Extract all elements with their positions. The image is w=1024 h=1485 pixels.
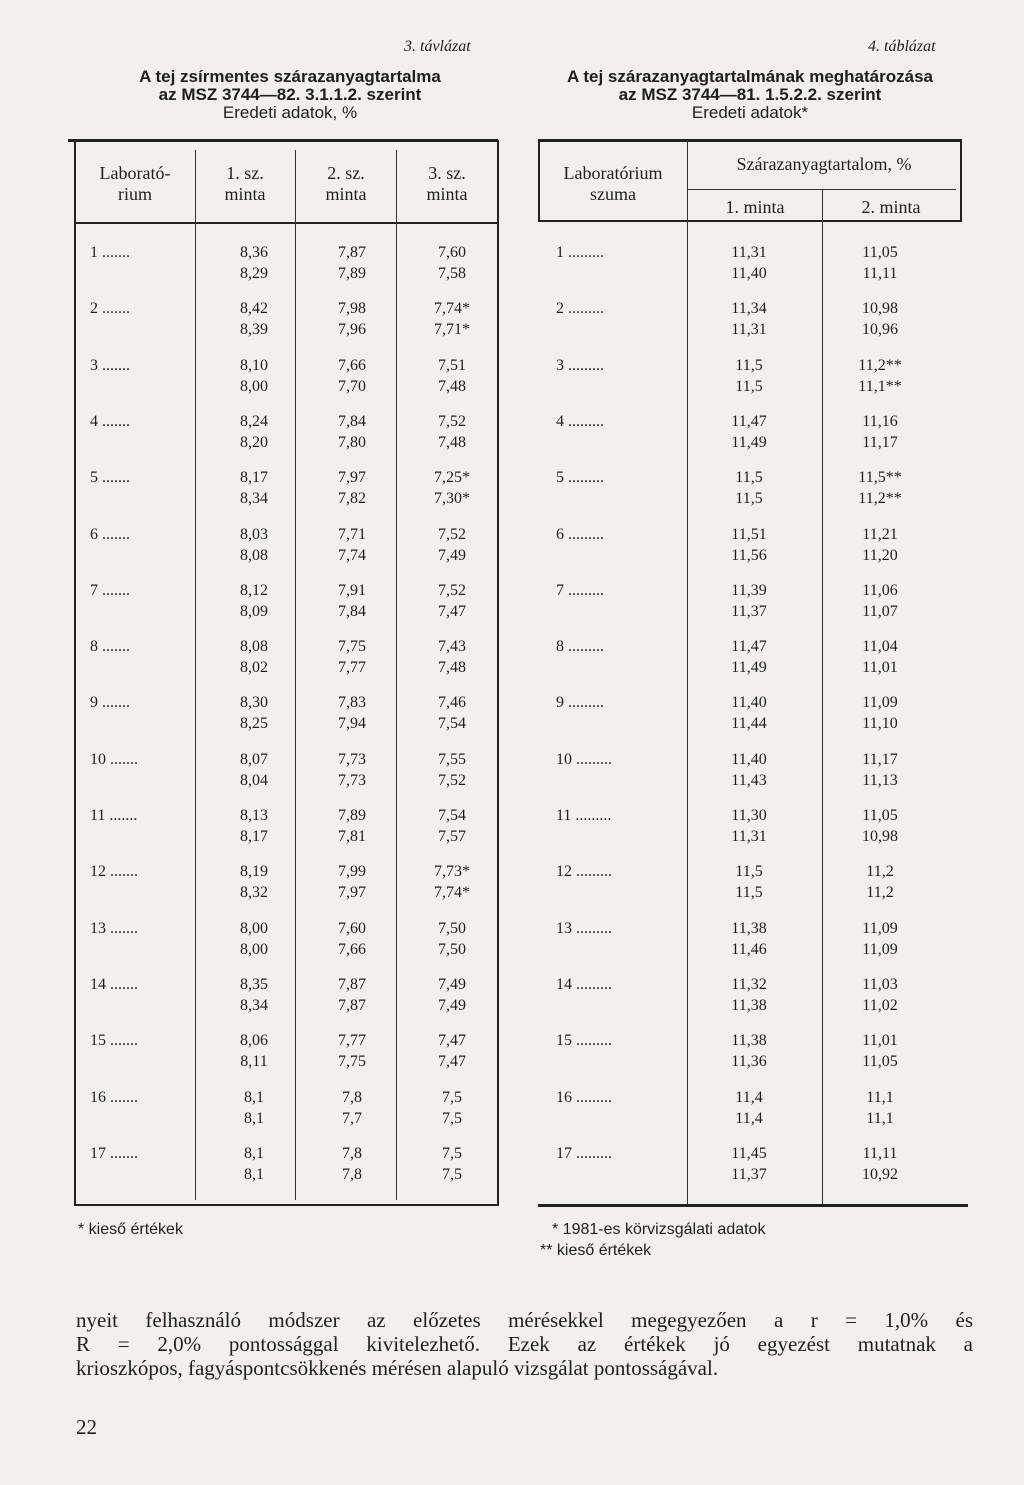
table4-m1-cell <box>708 356 790 398</box>
table4-lab-cell: 17 ......... <box>556 1144 612 1162</box>
paragraph-line-2: R = 2,0% pontossággal kivitelezhető. Ezek az értékek jó egyezést mutatnak a <box>76 1332 973 1356</box>
table4-m1-cell <box>708 581 790 623</box>
table3-s3-cell-b: 7,58 <box>438 265 466 282</box>
table3-lab-cell: 15 ....... <box>90 1032 138 1050</box>
table3-s1-cell-b: 8,17 <box>240 828 268 845</box>
table4-m1-cell <box>708 806 790 848</box>
table4-m2-cell-a: 11,06 <box>862 581 898 599</box>
table4-m1-cell-b: 11,31 <box>731 321 767 339</box>
table3-s2-cell-b: 7,70 <box>338 377 366 395</box>
table4-m2-cell-a: 11,5** <box>858 469 902 487</box>
table4-m1-cell-b: 11,5 <box>735 377 763 395</box>
table3-s1-cell-b: 8,25 <box>240 715 268 733</box>
table4-row <box>0 919 1000 961</box>
table3-s2-cell-a: 7,97 <box>338 469 366 487</box>
table3-s3-cell-a: 7,74* <box>434 300 470 318</box>
table4-m2-cell-b: 11,1** <box>858 377 902 395</box>
table3-s3-cell-b: 7,49 <box>438 546 466 564</box>
table4-m1-cell-b: 11,49 <box>731 433 767 451</box>
table4-title <box>520 68 980 122</box>
table3-s2-cell-b: 7,77 <box>338 659 366 677</box>
table3-s1-cell-b: 8,00 <box>240 940 268 958</box>
table3-s3-cell-b: 7,48 <box>438 659 466 677</box>
table3-lab-cell: 11 ....... <box>90 807 138 824</box>
table4-m1-cell-b: 11,5 <box>735 490 763 508</box>
table3-lab-cell: 12 ....... <box>90 863 138 881</box>
table4-lab-cell: 7 ......... <box>556 581 604 599</box>
table4-m2-cell-a: 11,1 <box>866 1088 894 1106</box>
table4-row <box>0 581 1000 623</box>
table4-m1-cell-b: 11,4 <box>735 1109 763 1127</box>
table4-m1-cell-a: 11,38 <box>731 919 767 937</box>
table4-m2-cell-b: 10,92 <box>862 1165 898 1183</box>
table3-s1-cell-b: 8,08 <box>240 546 268 564</box>
table4-m1-cell <box>708 1144 790 1186</box>
table3-s3-cell-a: 7,51 <box>438 356 466 374</box>
table3-s2-cell-b: 7,74 <box>338 546 366 564</box>
table4-m2-cell-a: 11,11 <box>862 1144 898 1162</box>
table4-m2-cell-a: 11,2 <box>866 863 894 881</box>
table3-lab-cell: 10 ....... <box>90 750 138 768</box>
table3-s3-cell-a: 7,55 <box>438 750 466 768</box>
table4-title-line2: az MSZ 3744—81. 1.5.2.2. szerint <box>618 85 882 104</box>
table3-s3-cell-a: 7,46 <box>438 694 466 712</box>
table4-m1-cell <box>708 468 790 510</box>
table3-s2-cell-b: 7,96 <box>338 321 366 339</box>
table3-s1-cell-b: 8,09 <box>240 602 268 620</box>
table4-m2-cell-b: 11,20 <box>862 546 898 564</box>
table3-lab-cell: 2 ....... <box>90 300 130 318</box>
table4-m2-cell-b: 11,2 <box>866 884 894 902</box>
table4-m2-cell-b: 11,11 <box>862 265 898 282</box>
table4-row <box>0 637 1000 679</box>
table4-row <box>0 1144 1000 1186</box>
table4-title-line1: A tej szárazanyagtartalmának meghatározása <box>567 67 933 86</box>
table3-s3-cell-a: 7,43 <box>438 638 466 656</box>
table3-s2-cell-a: 7,87 <box>338 975 366 993</box>
table3-s1-cell-a: 8,30 <box>240 694 268 712</box>
table4-m1-cell-a: 11,34 <box>731 300 767 318</box>
table3-lab-cell: 13 ....... <box>90 919 138 937</box>
table3-header-lab: Laborató- rium <box>99 163 171 204</box>
table4-m1-cell-a: 11,30 <box>731 807 767 824</box>
table4-m2-cell-b: 11,09 <box>862 940 898 958</box>
table4-m2-cell-b: 11,2** <box>858 490 902 508</box>
table3-s3-cell-b: 7,49 <box>438 996 466 1014</box>
table4-m2-cell-a: 11,04 <box>862 638 898 656</box>
table3-s1-cell-b: 8,02 <box>240 659 268 677</box>
table3-s2-cell-b: 7,75 <box>338 1053 366 1071</box>
table4-lab-cell: 9 ......... <box>556 694 604 712</box>
table4-m1-cell-a: 11,47 <box>731 412 767 430</box>
table3-s1-cell-a: 8,24 <box>240 412 268 430</box>
table3-lab-cell: 16 ....... <box>90 1088 138 1106</box>
table4-m2-cell <box>840 468 920 510</box>
table3-lab-cell: 14 ....... <box>90 975 138 993</box>
table4-m1-cell <box>708 750 790 792</box>
table4-m1-cell-a: 11,4 <box>735 1088 763 1106</box>
table3-s1-cell-b: 8,39 <box>240 321 268 339</box>
table3-s3-cell-a: 7,73* <box>434 863 470 881</box>
table3-lab-cell: 3 ....... <box>90 356 130 374</box>
table3-s3-cell-b: 7,5 <box>442 1165 462 1183</box>
table4-lab-cell: 15 ......... <box>556 1032 612 1050</box>
table3-s3-cell-a: 7,5 <box>442 1088 462 1106</box>
table4-m2-cell <box>840 1144 920 1186</box>
table3-s1-cell-b: 8,32 <box>240 884 268 902</box>
table3-s1-cell-a: 8,00 <box>240 919 268 937</box>
table3-lab-cell: 1 ....... <box>90 244 130 261</box>
table4-m2-cell <box>840 412 920 454</box>
table3-s1-cell-a: 8,07 <box>240 750 268 768</box>
table4-label: 4. táblázat <box>868 38 936 55</box>
table4-m1-cell <box>708 693 790 735</box>
table4-m2-cell-a: 11,21 <box>862 525 898 543</box>
table4-m2-cell <box>840 356 920 398</box>
table4-m2-cell <box>840 975 920 1017</box>
table4-row <box>0 412 1000 454</box>
table3-s2-cell-a: 7,89 <box>338 807 366 824</box>
table4-m2-cell-a: 11,16 <box>862 412 898 430</box>
table4-lab-cell: 6 ......... <box>556 525 604 543</box>
table4-footnote-2: ** kieső értékek <box>540 1242 652 1259</box>
table3-s1-cell-a: 8,36 <box>240 244 268 261</box>
table3-top-rule <box>68 139 498 142</box>
table3-header-s1: 1. sz. minta <box>224 163 266 204</box>
table3-lab-cell: 6 ....... <box>90 525 130 543</box>
table3-s1-cell-a: 8,03 <box>240 525 268 543</box>
table3-s1-cell-b: 8,29 <box>240 265 268 282</box>
table4-m1-cell-b: 11,36 <box>731 1053 767 1071</box>
table3-header-s2: 2. sz. minta <box>325 163 367 204</box>
table4-lab-cell: 13 ......... <box>556 919 612 937</box>
table3-s3-cell-a: 7,50 <box>438 919 466 937</box>
table4-header-group: Szárazanyagtartalom, % <box>736 154 912 174</box>
table4-m2-cell <box>840 525 920 567</box>
table3-s3-cell-a: 7,52 <box>438 581 466 599</box>
table4-lab-cell: 4 ......... <box>556 412 604 430</box>
table4-m2-cell-a: 11,09 <box>862 919 898 937</box>
table3-s1-cell-a: 8,19 <box>240 863 268 881</box>
table3-lab-cell: 9 ....... <box>90 694 130 712</box>
table4-m2-cell <box>840 1031 920 1073</box>
table4-lab-cell: 8 ......... <box>556 638 604 656</box>
table3-s2-cell-a: 7,8 <box>342 1088 362 1106</box>
table4-m1-cell-a: 11,47 <box>731 638 767 656</box>
table4-row <box>0 243 1000 285</box>
table4-m1-cell-a: 11,51 <box>731 525 767 543</box>
table3-s3-cell-a: 7,5 <box>442 1144 462 1162</box>
table4-row <box>0 693 1000 735</box>
table4-row <box>0 806 1000 848</box>
table4-row <box>0 468 1000 510</box>
table3-s3-cell-a: 7,52 <box>438 412 466 430</box>
table4-m2-cell-b: 11,02 <box>862 996 898 1014</box>
table3-s3-cell-b: 7,52 <box>438 771 466 789</box>
table3-s1-cell-b: 8,34 <box>240 996 268 1014</box>
table3-s2-cell-b: 7,82 <box>338 490 366 508</box>
table3-s2-cell-b: 7,66 <box>338 940 366 958</box>
table3-label: 3. távlázat <box>404 38 471 55</box>
table4-footnotes <box>540 1219 765 1261</box>
table4-m1-cell-a: 11,45 <box>731 1144 767 1162</box>
table3-s1-cell-b: 8,11 <box>240 1053 268 1071</box>
table4-m2-cell <box>840 243 920 285</box>
table4-lab-cell: 5 ......... <box>556 469 604 487</box>
table3-s1-cell-a: 8,08 <box>240 638 268 656</box>
table4-m2-cell-b: 11,10 <box>862 715 898 733</box>
table3-s1-cell-a: 8,06 <box>240 1032 268 1050</box>
table4-m1-cell-a: 11,5 <box>735 469 763 487</box>
table4-m2-cell-b: 11,01 <box>862 659 898 677</box>
table3-s2-cell-a: 7,87 <box>338 244 366 261</box>
table4-right-border <box>960 140 962 222</box>
table4-row <box>0 975 1000 1017</box>
table3-s1-cell-a: 8,35 <box>240 975 268 993</box>
table3-s2-cell-a: 7,73 <box>338 750 366 768</box>
table4-m1-cell-a: 11,39 <box>731 581 767 599</box>
table4-m1-cell <box>708 919 790 961</box>
table3-s3-cell-b: 7,47 <box>438 1053 466 1071</box>
table3-s1-cell-b: 8,00 <box>240 377 268 395</box>
table3-s1-cell-b: 8,04 <box>240 771 268 789</box>
table4-m2-cell <box>840 919 920 961</box>
table3-s2-cell-a: 7,98 <box>338 300 366 318</box>
table4-m1-cell <box>708 1031 790 1073</box>
table3-s2-cell-b: 7,8 <box>342 1165 362 1183</box>
table4-m2-cell <box>840 806 920 848</box>
table4-m2-cell <box>840 862 920 904</box>
table3-s3-cell-b: 7,71* <box>434 321 470 339</box>
table4-m2-cell-a: 11,03 <box>862 975 898 993</box>
table4-m1-cell-a: 11,31 <box>731 244 767 261</box>
table3-s2-cell-b: 7,94 <box>338 715 366 733</box>
table4-footnote-1: * 1981-es körvizsgálati adatok <box>552 1221 766 1238</box>
table3-s2-cell-b: 7,73 <box>338 771 366 789</box>
table4-m2-cell-a: 11,01 <box>862 1032 898 1050</box>
table3-title-line3: Eredeti adatok, % <box>222 103 358 122</box>
table4-m1-cell-b: 11,38 <box>731 996 767 1014</box>
table3-s1-cell-a: 8,13 <box>240 807 268 824</box>
table3-s2-cell-a: 7,91 <box>338 581 366 599</box>
table3-s2-cell-a: 7,77 <box>338 1032 366 1050</box>
table4-m1-cell <box>708 862 790 904</box>
table4-lab-cell: 12 ......... <box>556 863 612 881</box>
table4-m1-cell-b: 11,31 <box>731 828 767 845</box>
table3-s2-cell-a: 7,75 <box>338 638 366 656</box>
table4-m1-cell-a: 11,38 <box>731 1032 767 1050</box>
table4-m2-cell <box>840 693 920 735</box>
table4-m1-cell <box>708 243 790 285</box>
table3-s3-cell-b: 7,54 <box>438 715 466 733</box>
table3-s2-cell-b: 7,7 <box>342 1109 362 1127</box>
table3-s3-cell-a: 7,54 <box>438 807 466 824</box>
table3-s2-cell-a: 7,84 <box>338 412 366 430</box>
table4-top-rule <box>538 139 962 142</box>
table4-m1-cell <box>708 299 790 341</box>
table3-lab-cell: 8 ....... <box>90 638 130 656</box>
table3-title <box>60 68 520 122</box>
table4-m2-cell-b: 10,96 <box>862 321 898 339</box>
table4-header-m1: 1. minta <box>725 197 785 217</box>
table3-s1-cell-a: 8,1 <box>244 1144 264 1162</box>
table4-bottom-rule <box>538 1204 968 1207</box>
table4-m2-cell-a: 11,2** <box>858 356 902 374</box>
table4-m1-cell <box>708 637 790 679</box>
table3-bottom-rule <box>74 1204 498 1206</box>
table3-footnote: * kieső értékek <box>78 1221 183 1238</box>
table4-lab-cell: 3 ......... <box>556 356 604 374</box>
table3-lab-cell: 7 ....... <box>90 581 130 599</box>
table4-row <box>0 862 1000 904</box>
table3-s2-cell-b: 7,87 <box>338 996 366 1014</box>
table4-row <box>0 356 1000 398</box>
table4-m2-cell-b: 11,05 <box>862 1053 898 1071</box>
page-number: 22 <box>76 1415 97 1439</box>
table3-s3-cell-b: 7,48 <box>438 377 466 395</box>
table3-s2-cell-a: 7,8 <box>342 1144 362 1162</box>
table4-header-m2: 2. minta <box>861 197 921 217</box>
table4-m1-cell-b: 11,44 <box>731 715 767 733</box>
table4-m1-cell-b: 11,56 <box>731 546 767 564</box>
table4-m1-cell-a: 11,40 <box>731 750 767 768</box>
table4-row <box>0 750 1000 792</box>
table3-s3-cell-a: 7,47 <box>438 1032 466 1050</box>
table3-title-line2: az MSZ 3744—82. 3.1.1.2. szerint <box>158 85 422 104</box>
table4-m1-cell-b: 11,43 <box>731 771 767 789</box>
table3-s1-cell-b: 8,34 <box>240 490 268 508</box>
table4-m2-cell-b: 11,13 <box>862 771 898 789</box>
table4-m1-cell-a: 11,5 <box>735 356 763 374</box>
table4-lab-cell: 1 ......... <box>556 244 604 261</box>
table4-m1-cell <box>708 975 790 1017</box>
table4-m2-cell-b: 11,17 <box>862 433 898 451</box>
table3-s3-cell-b: 7,47 <box>438 602 466 620</box>
table3-s3-cell-b: 7,5 <box>442 1109 462 1127</box>
table4-title-line3: Eredeti adatok* <box>691 103 809 122</box>
table4-m2-cell-a: 11,05 <box>862 807 898 824</box>
table3-s1-cell-a: 8,17 <box>240 469 268 487</box>
table4-m1-cell-a: 11,5 <box>735 863 763 881</box>
table3-lab-cell: 17 ....... <box>90 1144 138 1162</box>
table4-m1-cell <box>708 1088 790 1130</box>
table4-lab-cell: 10 ......... <box>556 750 612 768</box>
table4-m1-cell <box>708 525 790 567</box>
table3-s1-cell-a: 8,10 <box>240 356 268 374</box>
table3-header-s3: 3. sz. minta <box>426 163 468 204</box>
table4-m2-cell <box>840 299 920 341</box>
table3-s2-cell-a: 7,99 <box>338 863 366 881</box>
table4-m2-cell-a: 11,17 <box>862 750 898 768</box>
table4-lab-cell: 16 ......... <box>556 1088 612 1106</box>
table3-s3-cell-b: 7,74* <box>434 884 470 902</box>
table3-lab-cell: 4 ....... <box>90 412 130 430</box>
table4-m2-cell <box>840 750 920 792</box>
table4-header-rule <box>538 220 962 222</box>
table3-title-line1: A tej zsírmentes szárazanyagtartalma <box>139 67 441 86</box>
table3-s2-cell-a: 7,83 <box>338 694 366 712</box>
table4-lab-cell: 14 ......... <box>556 975 612 993</box>
table4-m2-cell <box>840 637 920 679</box>
table4-m2-cell <box>840 1088 920 1130</box>
table4-m1-cell-b: 11,46 <box>731 940 767 958</box>
table3-s3-cell-a: 7,52 <box>438 525 466 543</box>
table4-m1-cell <box>708 412 790 454</box>
table4-m1-cell-a: 11,40 <box>731 694 767 712</box>
table3-s3-cell-b: 7,57 <box>438 828 466 845</box>
table3-s2-cell-b: 7,81 <box>338 828 366 845</box>
table4-m2-cell <box>840 581 920 623</box>
table3-s3-cell-b: 7,30* <box>434 490 470 508</box>
table4-m1-cell-b: 11,49 <box>731 659 767 677</box>
table3-s3-cell-b: 7,50 <box>438 940 466 958</box>
table3-s3-cell-a: 7,49 <box>438 975 466 993</box>
table3-s2-cell-a: 7,60 <box>338 919 366 937</box>
table3-s1-cell-b: 8,1 <box>244 1109 264 1127</box>
table4-m2-cell-b: 11,1 <box>866 1109 894 1127</box>
table3-s1-cell-a: 8,1 <box>244 1088 264 1106</box>
table4-lab-cell: 2 ......... <box>556 300 604 318</box>
table3-s2-cell-b: 7,80 <box>338 433 366 451</box>
table4-m2-cell-a: 11,09 <box>862 694 898 712</box>
table3-s3-cell-a: 7,25* <box>434 469 470 487</box>
table3-s1-cell-a: 8,42 <box>240 300 268 318</box>
table3-s1-cell-b: 8,1 <box>244 1165 264 1183</box>
table4-m2-cell-a: 11,05 <box>862 244 898 261</box>
table3-header-rule <box>74 222 498 224</box>
table4-m2-cell-a: 10,98 <box>862 300 898 318</box>
table3-s2-cell-b: 7,89 <box>338 265 366 282</box>
paragraph-line-3: krioszkópos, fagyáspontcsökkenés mérésen alapuló vizsgálat pontosságával. <box>76 1356 719 1380</box>
table4-m1-cell-b: 11,37 <box>731 602 767 620</box>
table4-m2-cell-b: 11,07 <box>862 602 898 620</box>
table4-m2-cell-b: 10,98 <box>862 828 898 845</box>
table3-lab-cell: 5 ....... <box>90 469 130 487</box>
paragraph-line-1: nyeit felhasználó módszer az előzetes mérésekkel megegyezően a r = 1,0% és <box>76 1308 973 1332</box>
table3-s2-cell-b: 7,84 <box>338 602 366 620</box>
table4-m1-cell-a: 11,32 <box>731 975 767 993</box>
table3-s2-cell-a: 7,71 <box>338 525 366 543</box>
table3-s3-cell-b: 7,48 <box>438 433 466 451</box>
table3-s2-cell-a: 7,66 <box>338 356 366 374</box>
table3-s2-cell-b: 7,97 <box>338 884 366 902</box>
body-paragraph <box>76 1308 973 1380</box>
table4-lab-cell: 11 ......... <box>556 807 612 824</box>
table4-row <box>0 1088 1000 1130</box>
table3-s1-cell-a: 8,12 <box>240 581 268 599</box>
table4-m1-cell-b: 11,5 <box>735 884 763 902</box>
table4-m1-cell-b: 11,40 <box>731 265 767 282</box>
table3-s3-cell-a: 7,60 <box>438 244 466 261</box>
table4-row <box>0 1031 1000 1073</box>
table4-m1-cell-b: 11,37 <box>731 1165 767 1183</box>
table4-header-lab: Laboratórium szuma <box>563 163 663 204</box>
table4-row <box>0 299 1000 341</box>
table3-s1-cell-b: 8,20 <box>240 433 268 451</box>
table4-row <box>0 525 1000 567</box>
